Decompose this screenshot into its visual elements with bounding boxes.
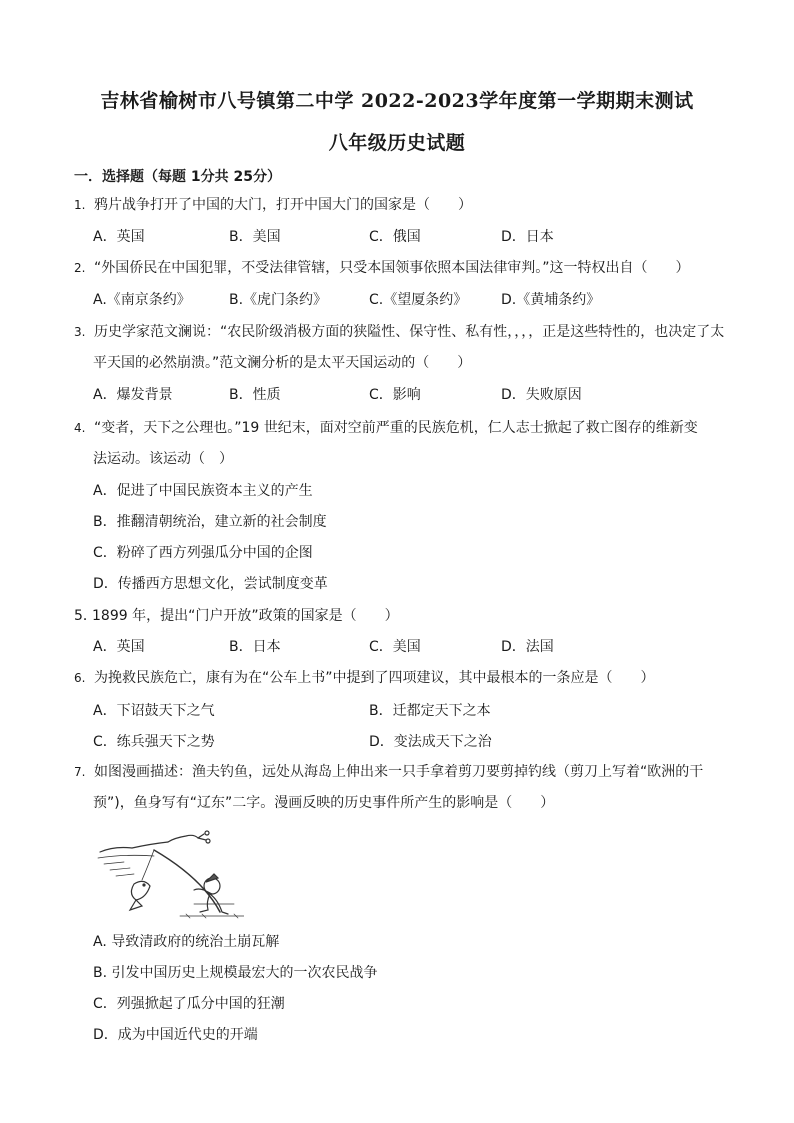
option-d: D．传播西方思想文化，尝试制度变革	[93, 576, 328, 592]
option-d: D．成为中国近代史的开端	[93, 1027, 258, 1043]
option-b: B. 引发中国历史上规模最宏大的一次农民战争	[93, 965, 378, 981]
option-d: D．日本	[501, 229, 554, 245]
option-b: B．推翻清朝统治，建立新的社会制度	[93, 514, 327, 530]
option-c: C．美国	[369, 639, 421, 655]
question-text-continued: 法运动。该运动（ ）	[93, 451, 233, 467]
exam-title: 吉林省榆树市八号镇第二中学 2022-2023学年度第一学期期末测试	[100, 90, 694, 112]
option-b: B．美国	[229, 229, 281, 245]
option-d: D．法国	[501, 639, 554, 655]
question-text: 历史学家范文澜说：“农民阶级消极方面的狭隘性、保守性、私有性，，，，正是这些特性的，也决定了太	[94, 324, 725, 340]
question-number: 7.	[74, 765, 86, 779]
question-1	[74, 190, 724, 221]
question-text: “变者，天下之公理也。”19 世纪末，面对空前严重的民族危机，仁人志士掀起了救亡图存的维新变	[94, 420, 698, 436]
option-c: C．俄国	[369, 229, 421, 245]
question-text: 为挽救民族危亡，康有为在“公车上书”中提到了四项建议，其中最根本的一条应是（ ）	[94, 670, 655, 686]
option-b: B．迁都定天下之本	[369, 703, 491, 719]
option-a: A．下诏鼓天下之气	[93, 703, 215, 719]
option-c: C．练兵强天下之势	[93, 734, 215, 750]
option-b: B．性质	[229, 387, 281, 403]
question-text: “外国侨民在中国犯罪，不受法律管辖，只受本国领事依照本国法律审判。”这一特权出自（ ）	[94, 260, 690, 276]
question-number: 6.	[74, 671, 86, 685]
option-c: C．影响	[369, 387, 421, 403]
option-d: D．失败原因	[501, 387, 582, 403]
question-6	[74, 663, 724, 694]
option-d: D．变法成天下之治	[369, 734, 492, 750]
option-a: A．促进了中国民族资本主义的产生	[93, 483, 313, 499]
option-a: A．英国	[93, 639, 145, 655]
question-2	[74, 253, 724, 284]
question-4	[74, 413, 724, 444]
question-number: 3.	[74, 325, 86, 339]
option-b: B.《虎门条约》	[229, 292, 328, 308]
question-number: 1.	[74, 198, 86, 212]
option-a: A.《南京条约》	[93, 292, 191, 308]
question-text-continued: 预”)，鱼身写有“辽东”二字。漫画反映的历史事件所产生的影响是（ ）	[93, 795, 555, 811]
question-number: 2.	[74, 261, 86, 275]
option-b: B．日本	[229, 639, 281, 655]
option-d: D.《黄埔条约》	[501, 292, 601, 308]
section-heading: 一．选择题（每题 1分共 25分）	[74, 169, 281, 185]
option-a: A. 导致清政府的统治土崩瓦解	[93, 934, 280, 950]
option-a: A．英国	[93, 229, 145, 245]
option-c: C．粉碎了西方列强瓜分中国的企图	[93, 545, 313, 561]
option-c: C.《望厦条约》	[369, 292, 468, 308]
question-text: 1899 年，提出“门户开放”政策的国家是（ ）	[92, 608, 399, 624]
question-text-continued: 平天国的必然崩溃。”范文澜分析的是太平天国运动的（ ）	[93, 355, 472, 371]
question-number: 4.	[74, 421, 86, 435]
fishing-cartoon-image	[94, 828, 244, 920]
option-c: C．列强掀起了瓜分中国的狂潮	[93, 996, 285, 1012]
question-7	[74, 757, 724, 788]
question-number: 5．	[74, 608, 97, 624]
question-5	[74, 601, 724, 632]
question-text: 如图漫画描述：渔夫钓鱼，远处从海岛上伸出来一只手拿着剪刀要剪掉钓线（剪刀上写着“欧洲的干	[94, 764, 704, 780]
question-text: 鸦片战争打开了中国的大门，打开中国大门的国家是（ ）	[94, 197, 472, 213]
question-3	[74, 317, 724, 348]
exam-subtitle: 八年级历史试题	[328, 132, 466, 154]
option-a: A．爆发背景	[93, 387, 173, 403]
